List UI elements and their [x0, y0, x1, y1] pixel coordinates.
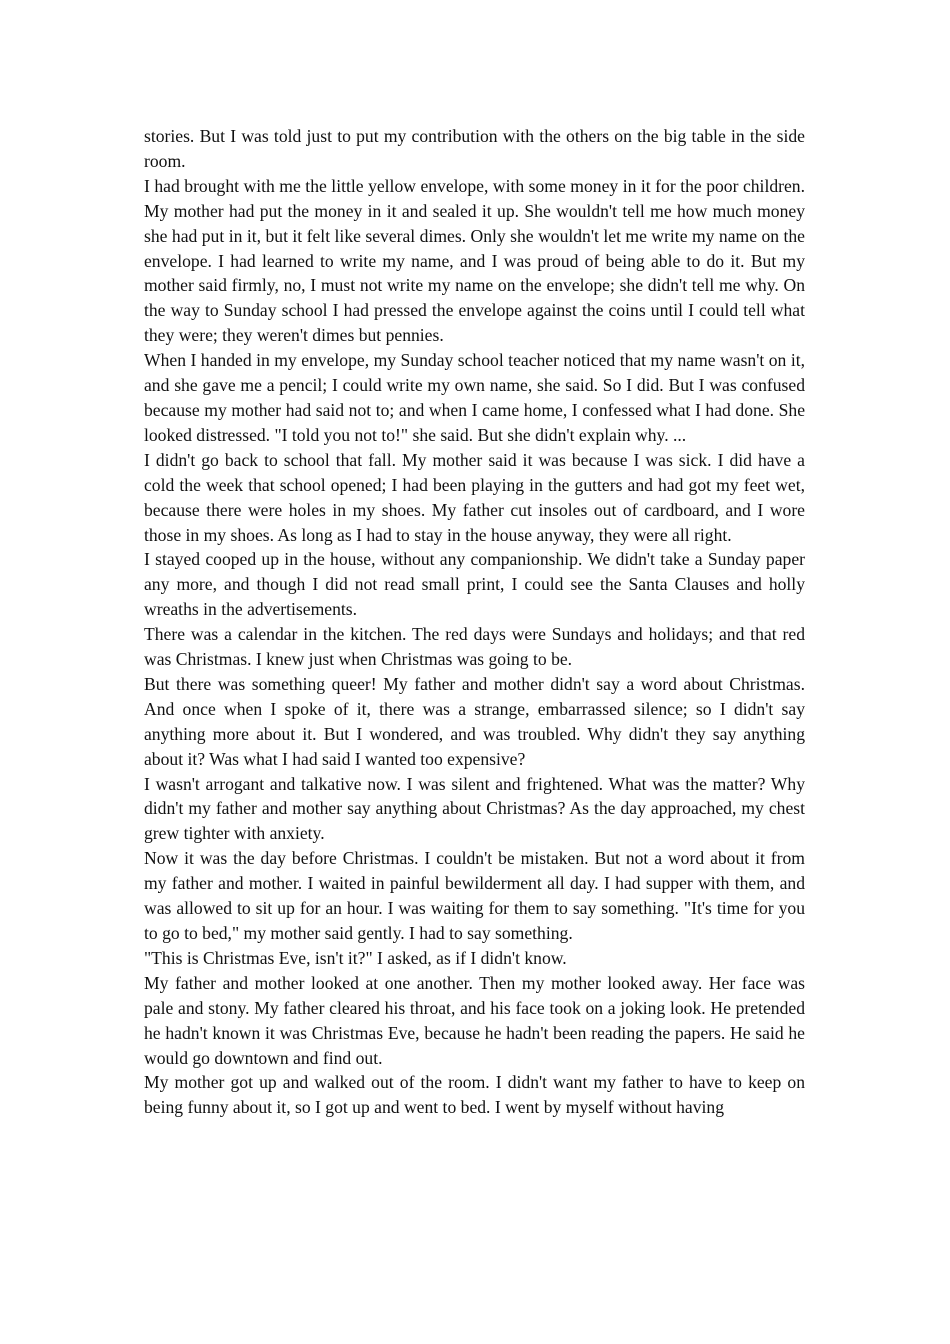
paragraph-6: There was a calendar in the kitchen. The red days were Sundays and holidays; and that red was Christmas. I knew just when Christmas was going to be. — [144, 624, 805, 670]
paragraph-10: "This is Christmas Eve, isn't it?" I asked, as if I didn't know. — [144, 947, 567, 968]
paragraph-2: I had brought with me the little yellow envelope, with some money in it for the poor children. My mother had put the money in it and sealed it up. She wouldn't tell me how much money she had put in it, but it felt like several dimes. Only she wouldn't let me write my name on the envelope. I had learned to write my name, and I was proud of being able to do it. But my mother said firmly, no, I must not write my name on the envelope; she didn't tell me why. On the way to Sunday school I had pressed the envelope against the coins until I could tell what they were; they weren't dimes but pennies. — [144, 175, 805, 346]
paragraph-8: I wasn't arrogant and talkative now. I was silent and frightened. What was the matter? Why didn't my father and mother say anything about Christmas? As the day approached, my chest grew tighter with anxiety. — [144, 773, 805, 844]
paragraph-4: I didn't go back to school that fall. My mother said it was because I was sick. I did have a cold the week that school opened; I had been playing in the gutters and had got my feet wet, because there were holes in my shoes. My father cut insoles out of cardboard, and I wore those in my shoes. As long as I had to stay in the house anyway, they were all right. — [144, 449, 805, 545]
paragraph-11: My father and mother looked at one another. Then my mother looked away. Her face was pale and stony. My father cleared his throat, and his face took on a joking look. He pretended he hadn't known it was Christmas Eve, because he hadn't been reading the papers. He said he would go downtown and find out. — [144, 972, 805, 1068]
paragraph-1: stories. But I was told just to put my contribution with the others on the big table in the side room. — [144, 126, 805, 171]
paragraph-12: My mother got up and walked out of the room. I didn't want my father to have to keep on being funny about it, so I got up and went to bed. I went by myself without having — [144, 1072, 805, 1118]
paragraph-3: When I handed in my envelope, my Sunday school teacher noticed that my name wasn't on it, and she gave me a pencil; I could write my own name, she said. So I did. But I was confused because my mother had said not to; and when I came home, I confessed what I had done. She looked distressed. "I told you not to!" she said. But she didn't explain why. ... — [144, 350, 805, 445]
paragraph-9: Now it was the day before Christmas. I couldn't be mistaken. But not a word about it from my father and mother. I waited in painful bewilderment all day. I had supper with them, and was allowed to sit up for an hour. I was waiting for them to say something. "It's time for you to go to bed," my mother said gently. I had to say something. — [144, 848, 805, 943]
paragraph-5: I stayed cooped up in the house, without any companionship. We didn't take a Sunday paper any more, and though I did not read small print, I could see the Santa Clauses and holly wreaths in the advertisements. — [144, 549, 805, 620]
paragraph-7: But there was something queer! My father and mother didn't say a word about Christmas. And once when I spoke of it, there was a strange, embarrassed silence; so I didn't say anything more about it. But I wondered, and was troubled. Why didn't they say anything about it? Was what I had said I wanted too expensive? — [144, 673, 805, 769]
body-text — [144, 124, 805, 1120]
